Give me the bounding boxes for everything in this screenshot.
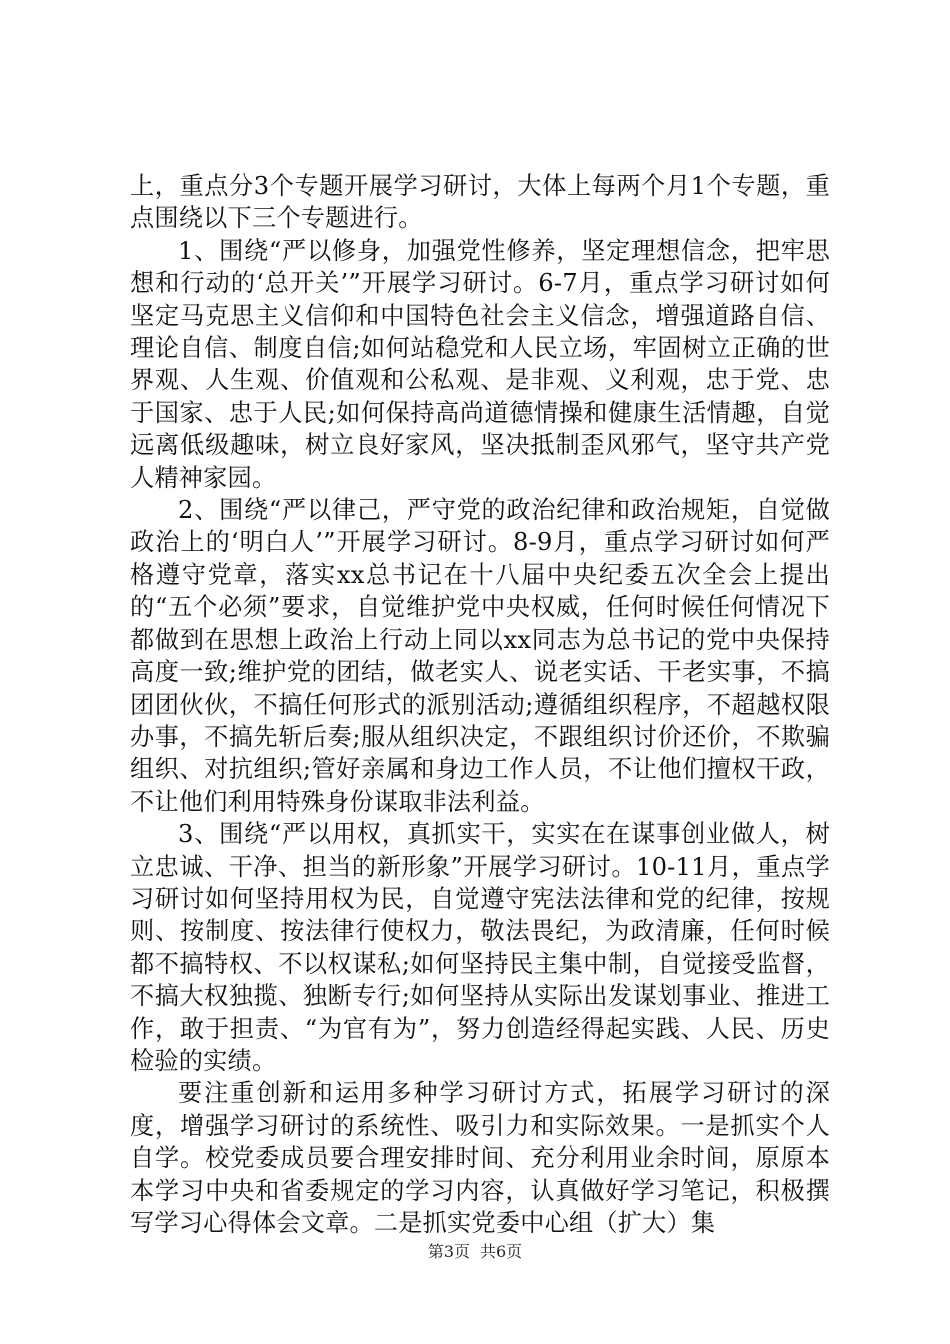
document-body [130, 170, 830, 1239]
paragraph-topic-3: 3、围绕“严以用权，真抓实干，实实在在谋事创业做人，树立忠诚、干净、担当的新形象”开展学习研讨。10-11月，重点学习研讨如何坚持用权为民，自觉遵守宪法法律和党的纪律，按规则、按制度、按法律行使权力，敬法畏纪，为政清廉，任何时候都不搞特权、不以权谋私;如何坚持民主集中制，自觉接受监督，不搞大权独揽、独断专行;如何坚持从实际出发谋划事业、推进工作，敢于担责、“为官有为”，努力创造经得起实践、人民、历史检验的实绩。 [130, 820, 830, 1075]
paragraph-topic-2: 2、围绕“严以律己，严守党的政治纪律和政治规矩，自觉做政治上的‘明白人’”开展学习研讨。8-9月，重点学习研讨如何严格遵守党章，落实xx总书记在十八届中央纪委五次全会上提出的“五个必须”要求，自觉维护党中央权威，任何时候任何情况下都做到在思想上政治上行动上同以xx同志为总书记的党中央保持高度一致;维护党的团结，做老实人、说老实话、干老实事，不搞团团伙伙，不搞任何形式的派别活动;遵循组织程序，不超越权限办事，不搞先斩后奏;服从组织决定，不跟组织讨价还价，不欺骗组织、对抗组织;管好亲属和身边工作人员，不让他们擅权干政，不让他们利用特殊身份谋取非法利益。 [130, 496, 830, 816]
paragraph-topic-1: 1、围绕“严以修身，加强党性修养，坚定理想信念，把牢思想和行动的‘总开关’”开展学习研讨。6-7月，重点学习研讨如何坚定马克思主义信仰和中国特色社会主义信念，增强道路自信、理论自信、制度自信;如何站稳党和人民立场，牢固树立正确的世界观、人生观、价值观和公私观、是非观、义利观，忠于党、忠于国家、忠于人民;如何保持高尚道德情操和健康生活情趣，自觉远离低级趣味，树立良好家风，坚决抵制歪风邪气，坚守共产党人精神家园。 [130, 236, 830, 492]
page-footer [0, 1242, 950, 1262]
page-number: 第3页 [427, 1242, 470, 1261]
paragraph-study-methods: 要注重创新和运用多种学习研讨方式，拓展学习研讨的深度，增强学习研讨的系统性、吸引力和实际效果。一是抓实个人自学。校党委成员要合理安排时间、充分利用业余时间，原原本本学习中央和省委规定的学习内容，认真做好学习笔记，积极撰写学习心得体会文章。二是抓实党委中心组（扩大）集 [130, 1079, 830, 1237]
page-total: 共6页 [480, 1242, 523, 1261]
paragraph-continuation: 上，重点分3个专题开展学习研讨，大体上每两个月1个专题，重点围绕以下三个专题进行。 [130, 172, 830, 233]
